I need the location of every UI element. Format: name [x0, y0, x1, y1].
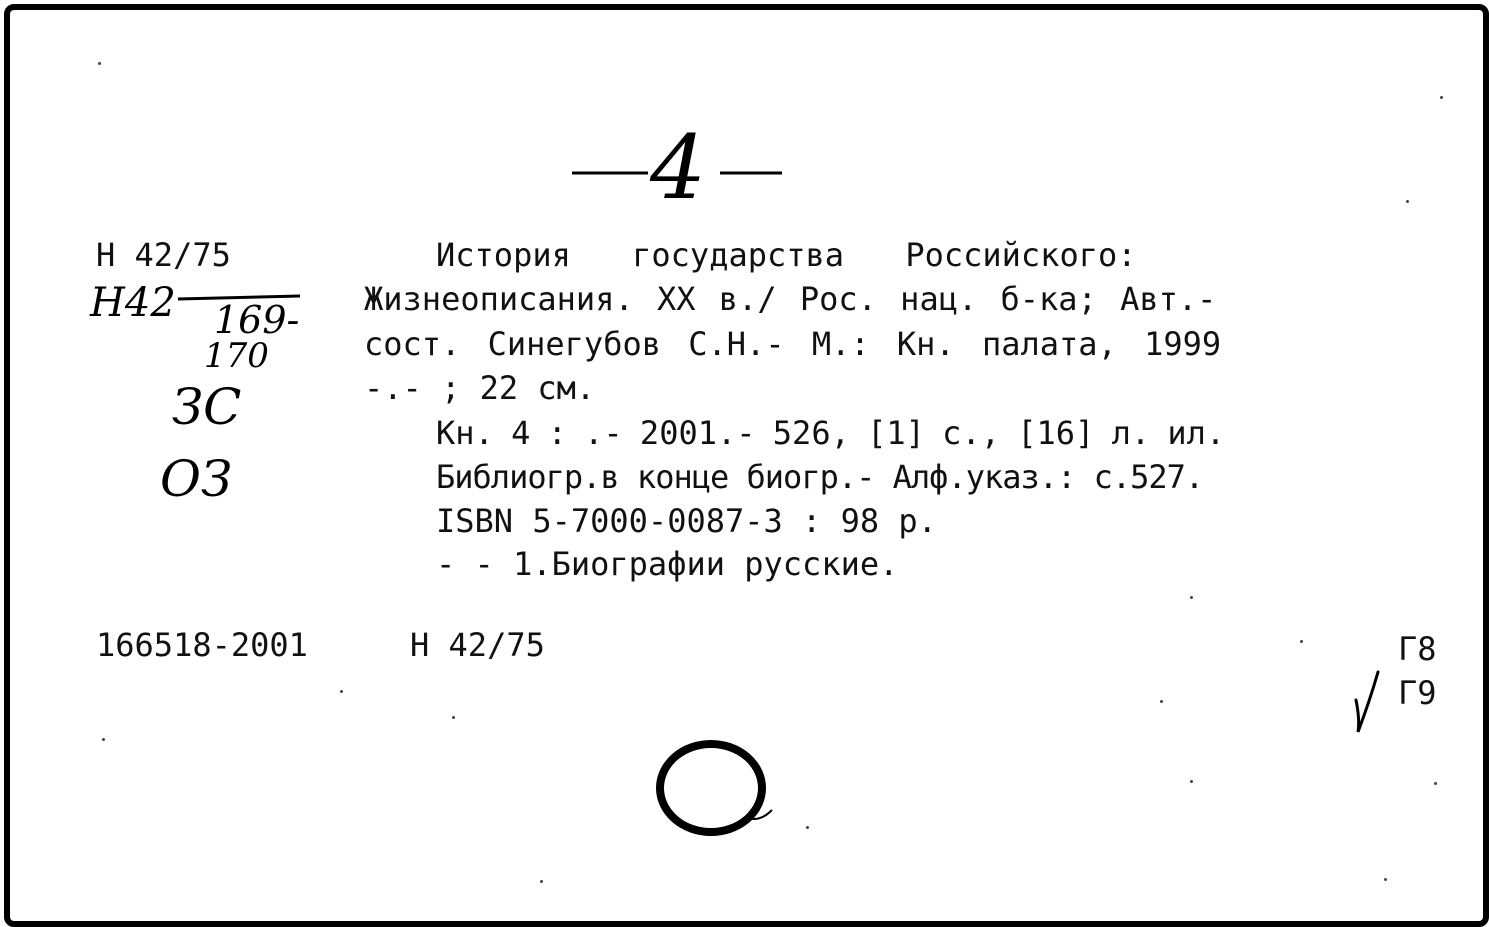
- shelf-mark: Н 42/75: [96, 236, 231, 274]
- entry-line-1: История государства Российского:: [436, 236, 1137, 274]
- scan-dot: [1384, 878, 1387, 881]
- entry-line-7: ISBN 5-7000-0087-3 : 98 р.: [436, 502, 937, 540]
- scan-dot: [1190, 596, 1193, 599]
- scan-dot: [340, 690, 343, 693]
- handwritten-card-number: 4: [650, 116, 706, 219]
- scan-dot: [1190, 780, 1193, 783]
- entry-line-3: сост. Синегубов С.Н.- М.: Кн. палата, 1999: [364, 325, 1222, 363]
- entry-line-4: -.- ; 22 см.: [364, 369, 596, 407]
- scan-dot: [806, 826, 809, 829]
- handwritten-pages-top: 169-: [214, 298, 300, 342]
- accession-number: 166518-2001: [96, 626, 308, 664]
- scan-dot: [1406, 200, 1409, 203]
- scan-dot: [1160, 700, 1163, 703]
- handwritten-shelf-mark: Н42: [90, 280, 176, 326]
- entry-line-2: Жизнеописания. XX в./ Рос. нац. б-ка; Авт.-: [364, 280, 1217, 318]
- scan-dot: [1434, 782, 1437, 785]
- handwritten-mark-zs: ЗС: [172, 378, 242, 436]
- scan-dot: [102, 738, 105, 741]
- shelf-mark-bottom: Н 42/75: [410, 626, 545, 664]
- classification-g8: Г8: [1398, 630, 1437, 668]
- scan-dot: [452, 716, 455, 719]
- entry-line-6: Библиогр.в конце биогр.- Алф.указ.: с.527.: [436, 458, 1204, 496]
- scan-dot: [1440, 96, 1443, 99]
- handwritten-mark-oz: ОЗ: [160, 450, 233, 508]
- scan-dot: [1300, 640, 1303, 643]
- punch-hole-icon: [660, 744, 762, 832]
- entry-line-5: Кн. 4 : .- 2001.- 526, [1] с., [16] л. ил.: [436, 414, 1226, 452]
- scan-dot: [98, 62, 101, 65]
- check-mark-icon: [1356, 672, 1378, 732]
- handwritten-pages-bottom: 170: [204, 336, 269, 376]
- classification-g9: Г9: [1398, 674, 1437, 712]
- scan-dot: [540, 880, 543, 883]
- entry-line-8: - - 1.Биографии русские.: [436, 545, 899, 583]
